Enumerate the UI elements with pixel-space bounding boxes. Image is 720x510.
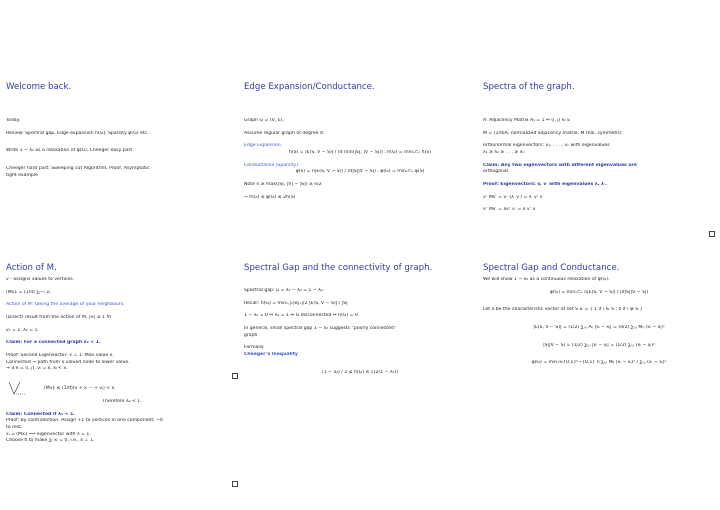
text-line: M = (1/d)A, normalized adjacency matrix, M real, symmetric	[483, 130, 622, 136]
definition-heading: Edge Expansion.	[244, 143, 283, 149]
claim-line: Claim: For a connected graph λ₂ < 1.	[6, 340, 101, 346]
equation: (Mv)ᵢ = (1/d) ∑ⱼ∼ᵢ vⱼ .	[6, 289, 53, 295]
text-line: In general, small spectral gap 1 − λ₂ suggests “poorly connected”	[244, 325, 397, 331]
text-line: Action of M: taking the average of your neighbours.	[6, 302, 125, 308]
slide-action-of-m	[6, 255, 238, 505]
slide-title: Spectra of the graph.	[483, 82, 575, 92]
text-line: → ∃ e = (i, j), vᵢ = x, xⱼ < x.	[6, 366, 68, 372]
slide-body	[244, 118, 476, 201]
slide-edge-expansion	[244, 0, 476, 250]
slide-title: Spectral Gap and the connectivity of graph.	[244, 263, 433, 273]
equation: Recall: h(G) = minₛ,|ₛ|≤|ᵥ|/2 |E(S, V − S)| / |S|	[244, 300, 348, 306]
text-line: Review: Spectral gap, Edge expansion h(G), Sparsity φ(G) etc.	[6, 130, 149, 136]
definition-heading: Conductance (Sparsity).	[244, 162, 300, 168]
text-line: Graph G = (V, E),	[244, 118, 284, 123]
slide-body	[6, 277, 238, 445]
text-line: xᵢ = (Mxᵢ) ⟹ eigenvector with λ = 1.	[6, 431, 91, 437]
text-line: v - assigns values to vertices.	[6, 277, 75, 282]
qed-box-icon	[709, 231, 715, 237]
text-line: (Direct) result from the action of M, |λᵢ| ≤ 1 ∀i	[6, 314, 111, 320]
text-line: λ₁ ≥ λ₂ ≥ . . . ≥ λₙ	[483, 149, 525, 155]
slide-body	[6, 118, 238, 179]
text-line: orthogonal.	[483, 169, 510, 175]
qed-box-icon	[232, 481, 238, 487]
text-line: A: Adjacency Matrix Aᵢⱼ = 1 ⇔ (i, j) ∈ E	[483, 118, 571, 123]
text-line: to rest.	[6, 424, 23, 430]
path-diagram-icon	[6, 379, 32, 399]
text-line: orthonormal eigenvectors: v₁, . . . , vₙ with eigenvalues	[483, 143, 610, 149]
text-line: Spectral gap: μ = λ₁ − λ₂ = 1 − λ₂.	[244, 288, 325, 293]
equation: (Mv)ᵢ ≤ (1/d)(x + x ··· + vⱼ) < x.	[44, 385, 116, 391]
slide-welcome-back	[6, 0, 238, 250]
slide-spectral-gap-conductance	[483, 255, 715, 505]
text-line: graph	[244, 332, 258, 338]
text-line: Therefore λ₂ < 1.	[102, 398, 142, 404]
equation: vᵀ Mv′ = λvᵀ v′ = λ vᵀ v′	[483, 207, 537, 213]
text-line: 1 − λ₂ = 0 ⇔ λ₂ = 1 ⇔ G disconnected ⇔ h(G) = 0	[244, 313, 358, 319]
text-line: Assume regular graph of degree d.	[244, 130, 325, 136]
text-line: Connected → path from x valued node to lower value.	[6, 359, 130, 365]
slide-body	[244, 277, 476, 376]
text-line: Let x be the characteristic vector of set S xᵢ = { 1 if i ∈ S ; 0 if i ∉ S }	[483, 307, 643, 313]
slide-body	[483, 277, 715, 367]
text-line: Write 1 − λ₂ as a relaxation of φ(G), Cheeger easy part	[6, 148, 133, 154]
proof-line: Proof: By contradiction. Assign +1 to vertices in one component, −δ	[6, 418, 163, 424]
text-line: Choose δ to make ∑ᵢ xᵢ = 0, i.e., x ⊥ 1.	[6, 438, 95, 444]
slide-title: Spectral Gap and Conductance.	[483, 263, 620, 273]
slide-spectra	[483, 0, 715, 250]
text-line: Formally	[244, 345, 264, 351]
equation: φ(G) = minₛ⊂ᵥ n|E(S, V − S)| / (d|S||V − S|)	[549, 289, 649, 295]
slide-spectral-gap-connectivity	[244, 255, 476, 505]
cheeger-inequality: (1 − λ₂) / 2 ≤ h(G) ≤ √(2(1 − λ₂))	[321, 369, 399, 375]
proof-line: Proof: Second Eigenvector: v ⊥ 1. Max value x.	[6, 352, 114, 358]
text-line: Note n ≥ max(|S|, |V| − |S|) ≥ n/2	[244, 181, 322, 187]
text-line: → h(G) ≤ φ(G) ≤ 2h(S)	[244, 194, 296, 200]
claim-line: Claim: Any two eigenvectors with different eigenvalues are	[483, 162, 637, 168]
text-line: We will show 1 − λ₂ as a continuous relaxation of φ(G).	[483, 277, 610, 282]
text-line: Cheeger hard part: Sweeping cut Algorithm, Proof, Asymptotic	[6, 165, 150, 171]
equation: |E(S, V − S)| = (1/2) ∑ᵢ,ⱼ Aᵢⱼ |xᵢ − xⱼ| = (d/2) ∑ᵢ,ⱼ Mᵢⱼ (xᵢ − xⱼ)²	[533, 324, 665, 330]
cheeger-heading: Cheeger’s Inequality	[244, 351, 298, 357]
slide-title: Welcome back.	[6, 82, 72, 92]
slide-title: Edge Expansion/Conductance.	[244, 82, 375, 92]
equation: φ(G) = minₓ∈{0,1}ⁿ−{0,1} n ∑ᵢ,ⱼ Mᵢⱼ (xᵢ − xⱼ)² / ∑ᵢ,ⱼ (xᵢ − xⱼ)²	[531, 360, 667, 366]
text-line: Today.	[6, 118, 21, 123]
slide-body	[483, 118, 715, 214]
text-line: tight example	[6, 172, 38, 178]
claim-line: Claim: Connected if λ₂ < 1.	[6, 411, 76, 417]
qed-box-icon	[232, 373, 238, 379]
slide-title: Action of M.	[6, 263, 57, 273]
equation: φ(S) = n|E(S, V − S)| / (d|S||V − S|) , φ(G) = minₛ⊂ᵥ φ(S)	[295, 169, 425, 175]
proof-line: Proof: Eigenvectors: v, v′ with eigenvalues λ, λ′.	[483, 181, 607, 187]
equation: |S||V − S| = (1/2) ∑ᵢ,ⱼ |xᵢ − xⱼ| = (1/2) ∑ᵢ,ⱼ (xᵢ − xⱼ)²	[543, 342, 655, 348]
text-line: v₁ = 1. λ₁ = 1.	[6, 327, 39, 333]
equation: h(S) = |E(S, V − S)| / (d min(|S|, |V − S|)) , h(G) = minₛ⊂ᵥ h(S)	[288, 149, 432, 155]
equation: vᵀ Mv′ = vᵀ (λ′ v′) = λ′ vᵀ v′	[483, 194, 544, 200]
